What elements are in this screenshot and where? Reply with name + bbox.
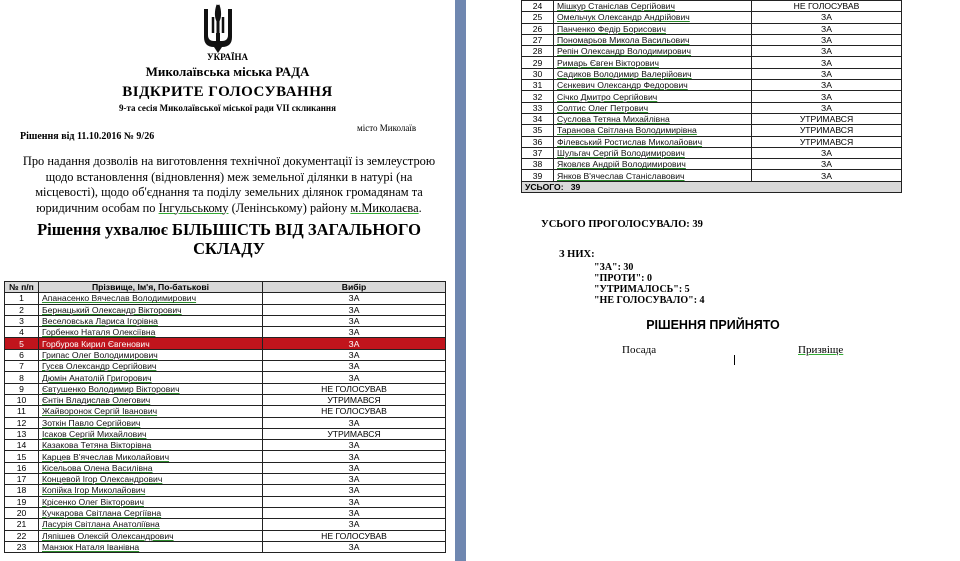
table-row [5,338,446,349]
table-row [5,406,446,417]
table-row [5,507,446,518]
vote-choice: НЕ ГОЛОСУВАВ [752,1,902,12]
row-number: 8 [5,372,39,383]
deputy-name: Пономарьов Микола Васильович [557,35,690,46]
decision-result: РІШЕННЯ ПРИЙНЯТО [646,318,780,332]
vote-choice: ЗА [752,102,902,113]
deputy-name-cell [39,349,263,360]
vote-choice: УТРИМАВСЯ [752,136,902,147]
deputy-name: Січко Дмитро Сергійович [557,91,658,102]
table-row [5,361,446,372]
vote-choice: ЗА [263,485,446,496]
row-number: 24 [522,1,554,12]
row-number: 28 [522,46,554,57]
table-row [522,57,902,68]
header-choice: Вибір [263,282,446,293]
deputy-name-cell [554,57,752,68]
vote-choice: ЗА [752,91,902,102]
deputy-name: Філевський Ростислав Миколайович [557,136,703,147]
deputy-name: Гусєв Олександр Сергійович [42,361,157,372]
deputy-name-cell [554,102,752,113]
row-number: 25 [522,12,554,23]
row-number: 33 [522,102,554,113]
deputy-name: Євтушенко Володимир Вікторович [42,383,180,394]
vote-choice: ЗА [263,496,446,507]
row-number: 9 [5,383,39,394]
row-number: 34 [522,113,554,124]
table-row [5,417,446,428]
row-number: 17 [5,474,39,485]
deputy-name: Суслова Тетяна Михайлівна [557,114,670,125]
deputy-name: Кісельова Олена Василівна [42,462,153,473]
deputy-name: Горбенко Наталя Олексіївна [42,327,156,338]
vote-choice: ЗА [263,417,446,428]
table-row [522,91,902,102]
text-cursor [734,355,735,365]
table-row [5,474,446,485]
table-row [522,159,902,170]
row-number: 4 [5,327,39,338]
deputy-name-cell [554,46,752,57]
deputy-name: Садиков Володимир Валерійович [557,68,692,79]
row-number: 30 [522,68,554,79]
city-label: місто Миколаїв [357,123,417,133]
vote-choice: ЗА [263,361,446,372]
vote-choice: ЗА [752,57,902,68]
vote-choice: ЗА [263,474,446,485]
row-number: 23 [5,541,39,552]
deputy-name: Мішкур Станіслав Сергійович [557,1,675,12]
table-row [5,349,446,360]
deputy-name-cell [39,451,263,462]
table-row [5,462,446,473]
row-number: 16 [5,462,39,473]
deputy-name-cell [39,304,263,315]
table-row [522,170,902,181]
row-number: 35 [522,125,554,136]
deputy-name-cell [39,462,263,473]
table-row [522,147,902,158]
table-row [522,113,902,124]
table-row [522,125,902,136]
row-number: 20 [5,507,39,518]
row-number: 7 [5,361,39,372]
vote-choice: ЗА [752,170,902,181]
header-name: Прізвище, Ім'я, По-батькові [39,282,263,293]
row-number: 13 [5,428,39,439]
count-not-voted: "НЕ ГОЛОСУВАЛО": 4 [594,295,705,306]
deputy-name-cell [39,440,263,451]
row-number: 15 [5,451,39,462]
deputy-name-cell [39,361,263,372]
position-label: Посада [622,344,657,356]
council-name: Миколаївська міська РАДА [145,64,310,79]
vote-choice: ЗА [752,159,902,170]
deputy-name: Римарь Євген Вікторович [557,57,659,68]
vote-title: ВІДКРИТЕ ГОЛОСУВАННЯ [122,84,333,100]
deputy-name-cell [39,372,263,383]
deputy-name: Кучкарова Світлана Сергіївна [42,508,162,519]
deputy-name-cell [554,68,752,79]
total-voted: УСЬОГО ПРОГОЛОСУВАЛО: 39 [541,219,703,230]
total-cell [522,181,902,192]
deputy-name: Веселовська Лариса Ігорівна [42,316,158,327]
table-row [522,68,902,79]
table-row [5,496,446,507]
vote-choice: ЗА [263,451,446,462]
vote-choice: НЕ ГОЛОСУВАВ [263,383,446,394]
row-number: 12 [5,417,39,428]
deputy-name-cell [39,394,263,405]
vote-choice: ЗА [752,68,902,79]
surname-label: Призвіще [798,344,844,356]
window-divider [455,0,466,561]
vote-choice: ЗА [752,12,902,23]
deputy-name: Ляпішев Олексій Олександрович [42,530,174,541]
vote-choice: УТРИМАВСЯ [752,113,902,124]
table-row [522,80,902,91]
vote-choice: ЗА [752,34,902,45]
deputy-name: Сєнкевич Олександр Федорович [557,80,688,91]
deputy-name: Солтис Олег Петрович [557,102,649,113]
vote-choice: НЕ ГОЛОСУВАВ [263,406,446,417]
decision-number: Рішення від 11.10.2016 № 9/26 [20,131,155,142]
deputy-name-cell [39,485,263,496]
table-row [522,46,902,57]
deputy-name-cell [39,519,263,530]
row-number: 27 [522,34,554,45]
vote-choice: ЗА [263,349,446,360]
row-number: 26 [522,23,554,34]
vote-choice: ЗА [263,519,446,530]
table-row [5,541,446,552]
deputy-name: Шульгач Сергій Володимирович [557,148,685,158]
deputy-name: Жайворонок Сергій Іванович [42,406,158,417]
deputy-name-cell [39,406,263,417]
deputy-name-cell [39,383,263,394]
row-number: 22 [5,530,39,541]
row-number: 38 [522,159,554,170]
deputy-name: Горбуров Кирил Євгенович [42,338,150,349]
table-row [5,485,446,496]
table-row [5,440,446,451]
vote-choice: ЗА [263,304,446,315]
deputy-name-cell [39,327,263,338]
table-row [5,519,446,530]
count-proty: "ПРОТИ": 0 [594,273,652,284]
deputy-name-cell [39,541,263,552]
deputy-name-cell [39,338,263,349]
deputy-name-cell [39,530,263,541]
deputy-name-cell [39,315,263,326]
vote-choice: ЗА [752,23,902,34]
table-row [5,293,446,304]
subject-district: Інгульському [158,200,229,215]
total-label: УСЬОГО: [525,181,564,192]
vote-choice: ЗА [263,327,446,338]
deputy-name: Репін Олександр Володимирович [557,46,692,57]
vote-table-right [521,0,902,193]
table-row [5,530,446,541]
row-number: 1 [5,293,39,304]
deputy-name-cell [39,474,263,485]
majority-requirement: Рішення ухвалює БІЛЬШІСТЬ ВІД ЗАГАЛЬНОГО СКЛАДУ [37,220,421,258]
deputy-name-cell [554,159,752,170]
row-number: 5 [5,338,39,349]
row-number: 29 [522,57,554,68]
vote-choice: ЗА [263,315,446,326]
vote-choice: УТРИМАВСЯ [752,125,902,136]
table-row [5,451,446,462]
deputy-name-cell [554,125,752,136]
deputy-name: Ісаков Сергій Михайлович [42,429,147,439]
deputy-name: Янков В'ячеслав Станіславович [557,170,685,181]
row-number: 6 [5,349,39,360]
deputy-name-cell [39,417,263,428]
session-label: 9-та сесія Миколаївської міської ради VII скликання [119,103,336,113]
deputy-name: Таранова Світлана Володимирівна [557,125,697,136]
table-row [522,1,902,12]
table-row [5,372,446,383]
deputy-name: Зоткін Павло Сергійович [42,417,141,428]
deputy-name: Ласурія Світлана Анатоліївна [42,519,160,530]
table-row [522,12,902,23]
subject-part-3: . [418,200,422,215]
document-page-right [466,0,960,561]
deputy-name-cell [554,147,752,158]
vote-choice: ЗА [752,80,902,91]
subject-part-2: (Ленінському) району [228,200,351,215]
deputy-name: Бернацький Олександр Вікторович [42,304,182,315]
row-number: 36 [522,136,554,147]
vote-choice: УТРИМАВСЯ [263,428,446,439]
vote-choice: ЗА [263,507,446,518]
deputy-name: Казакова Тетяна Вікторівна [42,440,152,451]
vote-choice: ЗА [263,462,446,473]
table-row [522,34,902,45]
decision-subject [14,154,444,216]
deputy-name: Панченко Федір Борисович [557,23,666,34]
trident-emblem-icon [200,3,236,55]
vote-table-left [4,281,446,553]
table-row [5,315,446,326]
row-number: 31 [522,80,554,91]
deputy-name: Карцев В'ячеслав Миколайович [42,451,170,462]
row-number: 18 [5,485,39,496]
row-number: 3 [5,315,39,326]
vote-choice: ЗА [263,293,446,304]
deputy-name-cell [39,428,263,439]
subject-city: м.Миколаєва [350,200,419,215]
vote-choice: ЗА [263,440,446,451]
deputy-name: Грипас Олег Володимирович [42,349,158,360]
table-row [5,327,446,338]
row-number: 10 [5,394,39,405]
table-row [5,383,446,394]
deputy-name-cell [39,507,263,518]
vote-choice: НЕ ГОЛОСУВАВ [263,530,446,541]
deputy-name: Дюмін Анатолій Григорович [42,372,152,383]
deputy-name-cell [554,1,752,12]
deputy-name: Яковлєв Андрій Володимирович [557,159,686,170]
vote-choice: УТРИМАВСЯ [263,394,446,405]
table-total-row [522,181,902,192]
deputy-name-cell [554,170,752,181]
deputy-name: Крісенко Олег Вікторович [42,496,144,507]
deputy-name-cell [554,12,752,23]
row-number: 14 [5,440,39,451]
row-number: 32 [522,91,554,102]
of-them-label: З НИХ: [559,249,595,260]
deputy-name: Манзюк Наталя Іванівна [42,541,140,552]
deputy-name-cell [554,91,752,102]
table-row [522,136,902,147]
count-za: "ЗА": 30 [594,262,634,273]
table-header-row [5,282,446,293]
row-number: 19 [5,496,39,507]
deputy-name-cell [39,496,263,507]
row-number: 11 [5,406,39,417]
deputy-name: Апанасенко Вячеслав Володимирович [42,293,197,304]
total-value: 39 [570,181,581,192]
header-number: № п/п [5,282,39,293]
deputy-name: Копійка Ігор Миколайович [42,485,146,496]
row-number: 21 [5,519,39,530]
table-row [5,394,446,405]
deputy-name-cell [554,113,752,124]
deputy-name: Омельчук Олександр Андрійович [557,12,690,23]
vote-choice: ЗА [263,338,446,349]
table-row [522,23,902,34]
vote-choice: ЗА [752,46,902,57]
document-page-left [0,0,455,561]
vote-choice: ЗА [263,372,446,383]
deputy-name-cell [554,23,752,34]
deputy-name: Єнтін Владислав Олегович [42,395,151,406]
deputy-name-cell [554,34,752,45]
deputy-name-cell [554,136,752,147]
table-row [5,428,446,439]
vote-choice: ЗА [752,147,902,158]
table-row [522,102,902,113]
row-number: 39 [522,170,554,181]
count-abstained: "УТРИМАЛОСЬ": 5 [594,284,690,295]
subject-part-1: Про надання дозволів на виготовлення технічної документації із землеустрою щодо встановлення (відновлення) меж земельної ділянки в натурі (на місцевості), щодо об'єднання та поділу земельних ділянок громадянам та юридичним особам по [22,154,436,215]
row-number: 37 [522,147,554,158]
row-number: 2 [5,304,39,315]
deputy-name-cell [39,293,263,304]
deputy-name: Концевой Ігор Олександрович [42,474,163,485]
deputy-name-cell [554,80,752,91]
country-label: УКРАЇНА [207,52,248,62]
vote-choice: ЗА [263,541,446,552]
table-row [5,304,446,315]
